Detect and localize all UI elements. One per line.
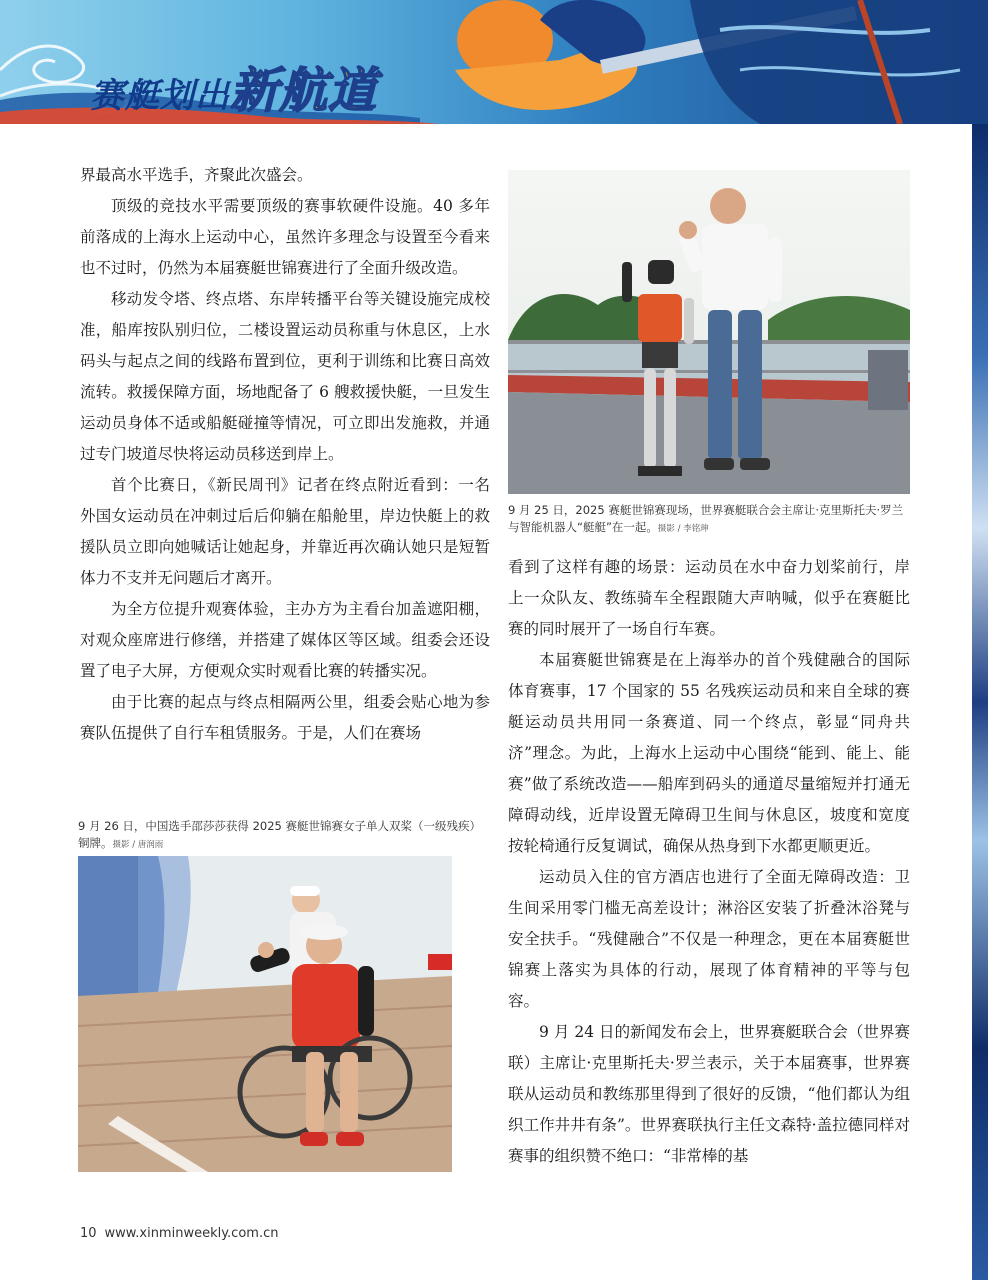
photo-robot-and-president [508,170,910,494]
caption-text: 9 月 26 日，中国选手邵莎莎获得 2025 赛艇世锦赛女子单人双桨（一级残疾）铜牌。 [78,819,481,850]
paragraph: 看到了这样有趣的场景：运动员在水中奋力划桨前行，岸上一众队友、教练骑车全程跟随大声呐喊，似乎在赛艇比赛的同时展开了一场自行车赛。 [508,558,910,638]
banner-title [90,52,377,121]
paragraph: 首个比赛日，《新民周刊》记者在终点附近看到：一名外国女运动员在冲刺过后后仰躺在船舱里，岸边快艇上的救援队员立即向她喊话让她起身，并靠近再次确认她只是短暂体力不支并无问题后才离开。 [80,476,490,587]
photo-credit: 摄影 / 唐润雨 [112,840,164,850]
paragraph: 界最高水平选手，齐聚此次盛会。 [80,166,313,184]
photo-caption-bottom [78,818,488,854]
paragraph: 由于比赛的起点与终点相隔两公里，组委会贴心地为参赛队伍提供了自行车租赁服务。于是，人们在赛场 [80,693,490,742]
photo-wheelchair-athlete [78,856,452,1172]
header-banner [0,0,988,124]
paragraph: 移动发令塔、终点塔、东岸转播平台等关键设施完成校准，船库按队别归位，二楼设置运动员称重与休息区，上水码头与起点之间的线路布置到位，更利于训练和比赛日高效流转。救援保障方面，场地配备了 6 艘救援快艇，一旦发生运动员身体不适或船艇碰撞等情况，可立即出发施救，并通过专门坡道尽快将运动员移送到岸上。 [80,290,490,463]
page-number: 10 [80,1226,97,1241]
paragraph: 本届赛艇世锦赛是在上海举办的首个残健融合的国际体育赛事，17 个国家的 55 名残疾运动员和来自全球的赛艇运动员共用同一条赛道、同一个终点，彰显“同舟共济”理念。为此，上海水上运动中心围绕“能到、能上、能赛”做了系统改造——船库到码头的通道尽量缩短并打通无障碍动线，近岸设置无障碍卫生间与休息区，坡度和宽度按轮椅通行反复调试，确保从热身到下水都更顺更近。 [508,651,910,855]
right-edge-decoration [972,124,988,1280]
right-text-column [508,552,910,1172]
page-footer [80,1226,278,1241]
paragraph: 为全方位提升观赛体验，主办方为主看台加盖遮阳棚，对观众座席进行修缮，并搭建了媒体区等区域。组委会还设置了电子大屏，方便观众实时观看比赛的转播实况。 [80,600,490,680]
photo-credit: 摄影 / 李铭珅 [657,524,709,534]
website-url: www.xinminweekly.com.cn [104,1226,279,1241]
caption-text: 9 月 25 日，2025 赛艇世锦赛现场，世界赛艇联合会主席让·克里斯托夫·罗兰与智能机器人“艇艇”在一起。 [508,503,904,534]
left-text-column [80,160,490,749]
paragraph: 运动员入住的官方酒店也进行了全面无障碍改造：卫生间采用零门槛无高差设计；淋浴区安装了折叠沐浴凳与安全扶手。“残健融合”不仅是一种理念，更在本届赛艇世锦赛上落实为具体的行动，展现了体育精神的平等与包容。 [508,868,910,1010]
banner-title-part2: 新航道 [230,63,378,119]
banner-title-part1: 赛艇划出 [90,76,230,116]
paragraph: 9 月 24 日的新闻发布会上，世界赛艇联合会（世界赛联）主席让·克里斯托夫·罗兰表示，关于本届赛事，世界赛联从运动员和教练那里得到了很好的反馈，“他们都认为组织工作井井有条”。世界赛联执行主任文森特·盖拉德同样对赛事的组织赞不绝口：“非常棒的基 [508,1023,910,1165]
paragraph: 顶级的竞技水平需要顶级的赛事软硬件设施。40 多年前落成的上海水上运动中心，虽然许多理念与设置至今看来也不过时，仍然为本届赛艇世锦赛进行了全面升级改造。 [80,197,490,277]
photo-caption-top [508,502,913,538]
